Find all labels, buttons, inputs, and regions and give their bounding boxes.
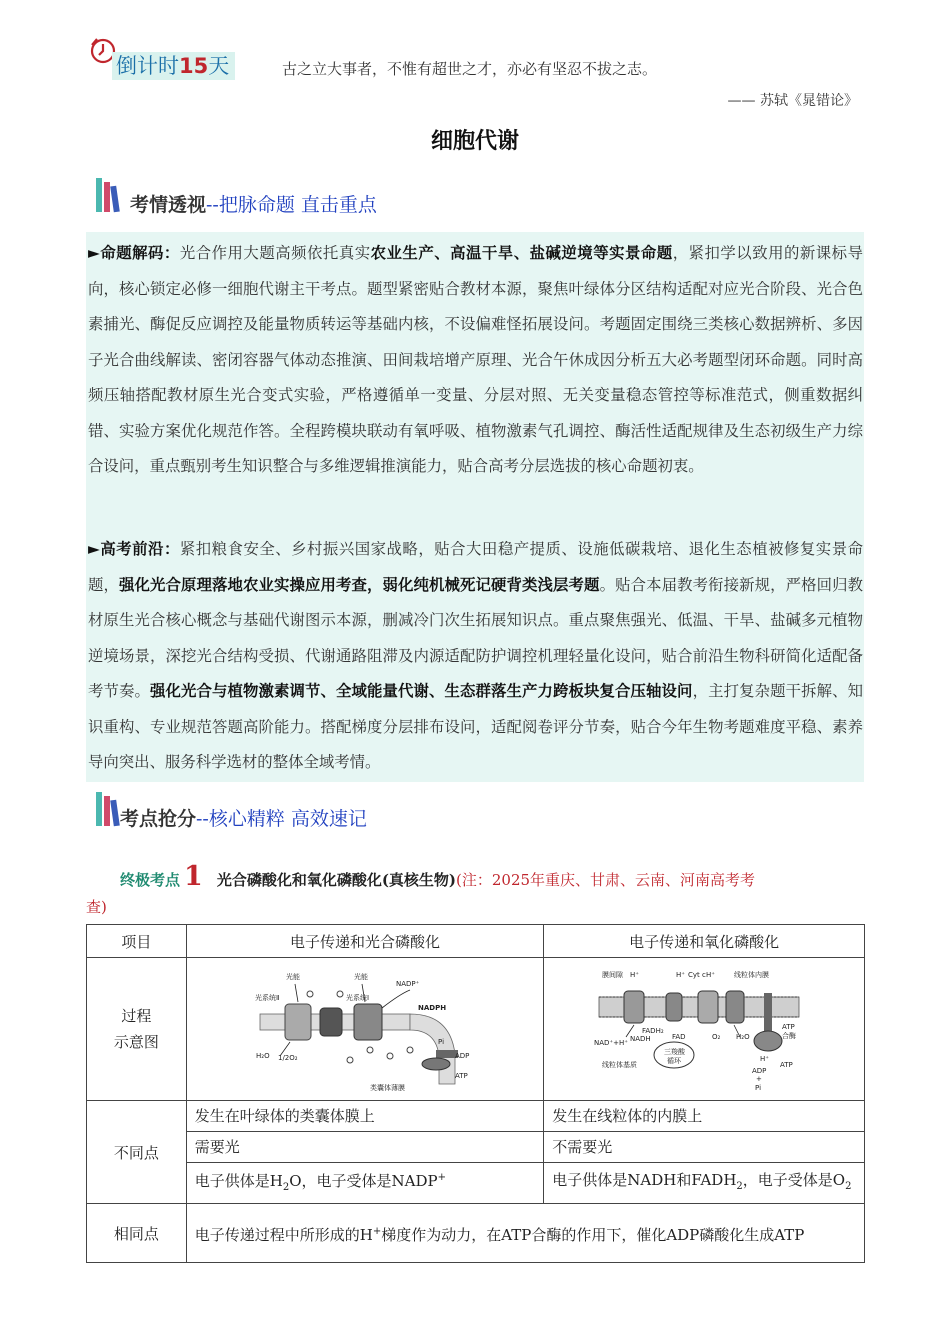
- paragraph-frontier: ►高考前沿：紧扣粮食安全、乡村振兴国家战略，贴合大田稳产提质、设施低碳栽培、退化生态植被修复实景命题，强化光合原理落地农业实操应用考查，弱化纯机械死记硬背类浅层考题。贴合本届教考衔接新规，严格回归教材原生光合核心概念与基础代谢图示本源，删减冷门次生拓展知识点。重点聚焦强光、低温、干旱、盐碱多元植物逆境场景，深挖光合结构受损、代谢通路阻滞及内源适配防护调控机理轻量化设问，贴合前沿生物科研简化适配备考节奏。强化光合与植物激素调节、全域能量代谢、生态群落生产力跨板块复合压轴设问，主打复杂题干拆解、知识重构、专业规范答题高阶能力。搭配梯度分层排布设问，适配阅卷评分节奏，贴合今年生物考题难度平稳、素养导向突出、服务科学选材的整体全域考情。: [88, 540, 863, 771]
- oxidative-phosphorylation-diagram: [544, 958, 865, 1101]
- table-header-oxidative: 电子传递和氧化磷酸化: [544, 925, 865, 958]
- keypoint-header: [120, 862, 865, 895]
- table-header-item: 项目: [87, 925, 187, 958]
- row-label-same: 相同点: [87, 1204, 187, 1263]
- table-header-photo: 电子传递和光合磷酸化: [186, 925, 544, 958]
- label-fad: FAD: [672, 1033, 686, 1041]
- label-thylakoid-membrane: 类囊体薄膜: [370, 1084, 405, 1092]
- cell-same: 电子传递过程中所形成的H+梯度作为动力，在ATP合酶的作用下，催化ADP磷酸化生成ATP: [186, 1204, 864, 1263]
- label-adp: ADP: [455, 1052, 470, 1060]
- section-subtitle: --核心精粹 高效速记: [196, 808, 367, 830]
- label-atp: ATP: [455, 1072, 468, 1080]
- motto-source: —— 苏轼《晁错论》: [727, 93, 858, 109]
- motto-quote: 古之立大事者，不惟有超世之才，亦必有坚忍不拔之志。: [282, 60, 658, 78]
- countdown-badge: [88, 32, 248, 78]
- label-cytc: Cyt c: [688, 971, 706, 979]
- section-title: 考点抢分: [120, 808, 197, 830]
- label-nadp: NADP⁺: [396, 980, 420, 988]
- page-title: 细胞代谢: [430, 129, 519, 154]
- cell-diff-light-photo: 需要光: [186, 1132, 544, 1163]
- label-ps1: 光系统Ⅰ: [346, 994, 370, 1002]
- photophosphorylation-diagram: [186, 958, 544, 1101]
- comparison-table: [86, 924, 865, 1263]
- label-nad: NAD⁺+H⁺: [594, 1039, 629, 1047]
- label-nadh: NADH: [630, 1035, 651, 1043]
- countdown-label: 倒计时15天: [112, 52, 235, 80]
- keypoint-number: 1: [184, 861, 203, 892]
- label-pi: Pi: [438, 1038, 445, 1046]
- table-row-same: [87, 1204, 865, 1263]
- table-row-diff-2: [87, 1132, 865, 1163]
- label-h-ion: H⁺: [676, 971, 686, 979]
- label-h-ion: H⁺: [706, 971, 716, 979]
- label-atp: ATP: [780, 1061, 793, 1069]
- label-pi: Pi: [755, 1084, 762, 1092]
- cell-diff-light-oxid: 不需要光: [544, 1132, 865, 1163]
- label-h2o: H₂O: [256, 1052, 270, 1060]
- label-atp-synthase: ATP: [782, 1023, 795, 1031]
- paragraph-proposition: ►命题解码：光合作用大题高频依托真实农业生产、高温干旱、盐碱逆境等实景命题，紧扣学以致用的新课标导向，核心锁定必修一细胞代谢主干考点。题型紧密贴合教材本源，聚焦叶绿体分区结构适配对应光合阶段、光合色素捕光、酶促反应调控及能量物质转运等基础内核，不设偏难怪拓展设问。考题固定围绕三类核心数据辨析、多因子光合曲线解读、密闭容器气体动态推演、田间栽培增产原理、光合午休成因分析五大必考题型闭环命题。同时高频压轴搭配教材原生光合变式实验，严格遵循单一变量、分层对照、无关变量稳态管控等标准范式，侧重数据纠错、实验方案优化规范作答。全程跨模块联动有氧呼吸、植物激素气孔调控、酶活性适配规律及生态初级生产力综合设问，重点甄别考生知识整合与多维逻辑推演能力，贴合高考分层选拔的核心命题初衷。: [88, 244, 863, 475]
- keypoint-title: 光合磷酸化和氧化磷酸化(真核生物): [216, 871, 457, 889]
- keypoint-label: 终极考点: [120, 871, 181, 889]
- label-light-energy: 光能: [354, 973, 368, 981]
- books-icon: [92, 176, 128, 216]
- cell-diff-electron-oxid: 电子供体是NADH和$FADH_2$，电子受体是$O_2$: [544, 1163, 865, 1204]
- label-tca: 三羧酸: [664, 1048, 686, 1056]
- keypoint-note-cont: 查): [86, 898, 107, 916]
- table-row-diff-3: [87, 1163, 865, 1204]
- label-h-ion: H⁺: [630, 971, 640, 979]
- table-row-diff-1: [87, 1101, 865, 1132]
- table-row-diagram: [87, 958, 865, 1101]
- section-subtitle: --把脉命题 直击重点: [206, 194, 377, 216]
- countdown-number: 15: [179, 54, 209, 78]
- row-label-diagram: 过程 示意图: [87, 958, 187, 1101]
- label-light-energy: 光能: [286, 973, 300, 981]
- label-nadph: NADPH: [418, 1004, 447, 1012]
- label-o2: 1/2O₂: [278, 1054, 298, 1062]
- label-ps2: 光系统Ⅱ: [255, 994, 280, 1002]
- label-o2: O₂: [712, 1033, 721, 1041]
- section-title: 考情透视: [130, 194, 207, 216]
- cell-diff-location-photo: 发生在叶绿体的类囊体膜上: [186, 1101, 544, 1132]
- label-h-ion: H⁺: [760, 1055, 770, 1063]
- label-tca: 循环: [667, 1057, 682, 1065]
- row-label-difference: 不同点: [87, 1101, 187, 1204]
- cell-diff-electron-photo: 电子供体是$H_2O$，电子受体是NADP+: [186, 1163, 544, 1204]
- label-inner-membrane: 线粒体内膜: [734, 971, 770, 979]
- cell-diff-location-oxid: 发生在线粒体的内膜上: [544, 1101, 865, 1132]
- label-matrix: 线粒体基质: [602, 1061, 638, 1069]
- label-fadh2: FADH₂: [642, 1027, 664, 1035]
- label-h2o: H₂O: [736, 1033, 750, 1041]
- keypoint-note: (注：2025年重庆、甘肃、云南、河南高考考: [456, 871, 756, 889]
- label-adp: ADP: [752, 1067, 767, 1075]
- label-intermembrane-space: 膜间隙: [602, 971, 624, 979]
- label-plus: +: [756, 1075, 763, 1083]
- label-atp-synthase: 合酶: [782, 1032, 797, 1040]
- table-header-row: [87, 925, 865, 958]
